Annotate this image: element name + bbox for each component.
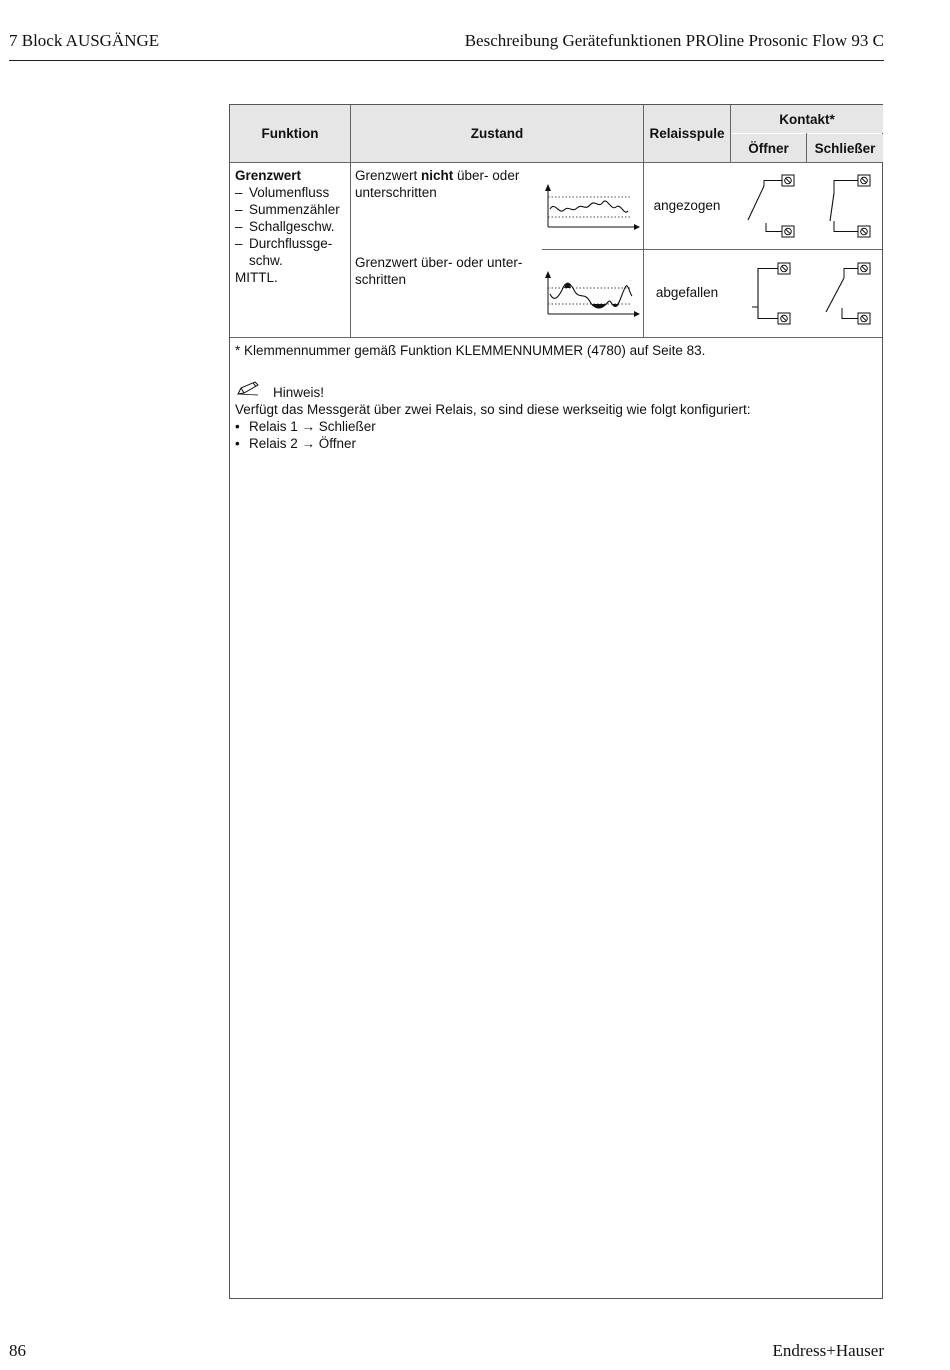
page-number: 86: [9, 1341, 26, 1360]
contact-schliesser-open-icon: [820, 260, 876, 328]
header-rule: [9, 60, 884, 61]
contact-oeffner-open-icon: [744, 173, 800, 241]
header-schliesser: Schließer: [807, 134, 883, 162]
relais-state-row2: abgefallen: [655, 285, 719, 300]
note-text: Verfügt das Messgerät über zwei Relais, so sind diese werkseitig wie folgt konfiguriert:: [235, 402, 751, 417]
header-relaisspule: Relaisspule: [644, 105, 730, 162]
zustand-text: schritten: [355, 272, 407, 287]
note-list: [235, 418, 875, 452]
signal-curve-icon: [544, 270, 640, 320]
funktion-title: Grenzwert: [235, 168, 302, 183]
zustand-text: unterschritten: [355, 185, 437, 200]
funktion-tail: MITTL.: [235, 270, 278, 285]
signal-curve-icon: [544, 183, 640, 233]
zustand-row2: [355, 254, 545, 288]
brand-logo-text: Endress+Hauser: [772, 1341, 884, 1360]
zustand-emphasis: nicht: [421, 168, 454, 183]
header-zustand: Zustand: [351, 105, 643, 162]
funktion-cell: [235, 167, 347, 286]
funktion-list: [235, 184, 347, 252]
zustand-row1: [355, 167, 545, 201]
grid-line: [230, 337, 882, 338]
pencil-note-icon: [236, 381, 260, 397]
grid-line: [730, 105, 731, 162]
contact-schliesser-closed-icon: [820, 173, 876, 241]
relais-state-row1: angezogen: [653, 198, 721, 213]
grid-line: [230, 162, 882, 163]
function-table: [229, 104, 883, 1299]
grid-line: [806, 133, 807, 162]
header-oeffner: Öffner: [731, 134, 806, 162]
note-title: Hinweis!: [273, 385, 325, 400]
header-kontakt: Kontakt*: [731, 105, 883, 133]
table-footnote: * Klemmennummer gemäß Funktion KLEMMENNUMMER (4780) auf Seite 83.: [235, 343, 706, 358]
list-item: – Durchflussge-: [235, 235, 347, 252]
grid-line: [542, 249, 882, 250]
zustand-text: Grenzwert über- oder unter-: [355, 255, 523, 270]
page-section-title: 7 Block AUSGÄNGE: [9, 31, 160, 50]
list-item-continuation: schw.: [249, 253, 283, 268]
list-item: – Volumenfluss: [235, 184, 347, 201]
list-item: – Schallgeschw.: [235, 218, 347, 235]
document-title: Beschreibung Gerätefunktionen PROline Prosonic Flow 93 C: [464, 31, 884, 50]
grid-line: [643, 105, 644, 337]
contact-oeffner-closed-icon: [744, 260, 800, 328]
zustand-text: über- oder: [453, 168, 520, 183]
list-item: – Summenzähler: [235, 201, 347, 218]
list-item: • Relais 1 → Schließer: [235, 418, 875, 435]
header-funktion: Funktion: [230, 105, 350, 162]
zustand-text: Grenzwert: [355, 168, 422, 183]
list-item: • Relais 2 → Öffner: [235, 435, 875, 452]
grid-line: [350, 105, 351, 337]
